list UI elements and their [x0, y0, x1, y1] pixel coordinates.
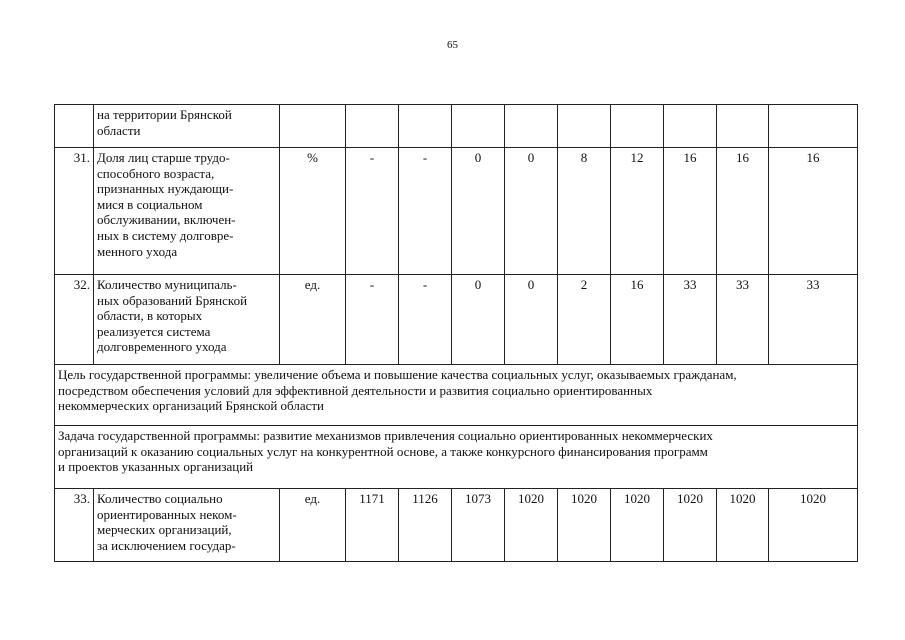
value-cell: 0: [452, 148, 505, 275]
indicator-name-line: Количество социально: [97, 491, 223, 506]
table-row-33: [55, 489, 858, 562]
row-number-cell: [55, 105, 94, 148]
value-cell: 1020: [505, 489, 558, 562]
value-cell: 1020: [611, 489, 664, 562]
program-task-cell: [55, 426, 858, 489]
indicator-name-line: способного возраста,: [97, 165, 215, 181]
program-goal-line: некоммерческих организаций Брянской области: [58, 398, 324, 414]
value-cell: 33: [717, 275, 769, 365]
indicator-name-line: области, в которых: [97, 308, 203, 324]
indicators-table: [54, 104, 858, 562]
program-goal-line: посредством обеспечения условий для эффективной деятельности и развития социально ориентированных: [58, 382, 653, 398]
value-cell: 1073: [452, 489, 505, 562]
indicator-name-line: за исключением государ-: [97, 537, 236, 553]
program-task-line: организаций к оказанию социальных услуг на конкурентной основе, а также конкурсного финансирования программ: [58, 443, 708, 459]
row-number-cell: 32.: [55, 275, 94, 365]
indicator-name-line: ориентированных неком-: [97, 506, 237, 522]
value-cell: 1171: [346, 489, 399, 562]
value-cell: -: [346, 148, 399, 275]
value-cell: 33: [664, 275, 717, 365]
indicator-name-cell: [94, 275, 280, 365]
program-goal-line: Цель государственной программы: увеличение объема и повышение качества социальных услуг, оказываемых гражданам,: [58, 367, 737, 382]
row-number-cell: 33.: [55, 489, 94, 562]
unit-cell: ед.: [280, 275, 346, 365]
indicator-name-line: мися в социальном: [97, 196, 203, 212]
indicator-name-line: обслуживании, включен-: [97, 212, 236, 228]
value-cell: 1020: [558, 489, 611, 562]
table-row-32: [55, 275, 858, 365]
indicator-name-cell: [94, 489, 280, 562]
unit-cell: ед.: [280, 489, 346, 562]
indicator-name-line: менного ухода: [97, 243, 178, 259]
value-cell: 33: [769, 275, 858, 365]
value-cell: 0: [505, 275, 558, 365]
value-cell: 8: [558, 148, 611, 275]
value-cell: -: [399, 148, 452, 275]
table-row-goal: [55, 365, 858, 426]
value-cell: 2: [558, 275, 611, 365]
indicator-name-line: Доля лиц старше трудо-: [97, 150, 230, 165]
value-cell: -: [346, 275, 399, 365]
value-cell: 1020: [769, 489, 858, 562]
indicator-name-line: мерческих организаций,: [97, 522, 232, 538]
value-cell: -: [399, 275, 452, 365]
value-cell: 0: [452, 275, 505, 365]
unit-cell: %: [280, 148, 346, 275]
value-cell: 1126: [399, 489, 452, 562]
indicator-name-line: реализуется система: [97, 323, 211, 339]
table-row-task: [55, 426, 858, 489]
value-cell: 1020: [664, 489, 717, 562]
indicator-name-cell: [94, 148, 280, 275]
value-cell: 12: [611, 148, 664, 275]
value-cell: 16: [611, 275, 664, 365]
program-task-line: и проектов указанных организаций: [58, 459, 254, 475]
program-task-line: Задача государственной программы: развитие механизмов привлечения социально ориентированных некоммерческих: [58, 428, 713, 443]
table-row-continuation: [55, 105, 858, 148]
indicator-name-line: Количество муниципаль-: [97, 277, 237, 292]
row-number-cell: 31.: [55, 148, 94, 275]
value-cell: 0: [505, 148, 558, 275]
table-row-31: [55, 148, 858, 275]
value-cell: 16: [769, 148, 858, 275]
value-cell: 1020: [717, 489, 769, 562]
indicator-name-line: ных образований Брянской: [97, 292, 248, 308]
program-goal-cell: [55, 365, 858, 426]
indicator-name-line: на территории Брянской области: [97, 107, 232, 138]
value-cell: 16: [664, 148, 717, 275]
value-cell: 16: [717, 148, 769, 275]
indicator-name-line: долговременного ухода: [97, 339, 227, 355]
indicator-name-line: признанных нуждающи-: [97, 181, 234, 197]
indicator-name-line: ных в систему долговре-: [97, 227, 234, 243]
page-number: 65: [447, 39, 458, 51]
indicator-name-cell: [94, 105, 280, 148]
